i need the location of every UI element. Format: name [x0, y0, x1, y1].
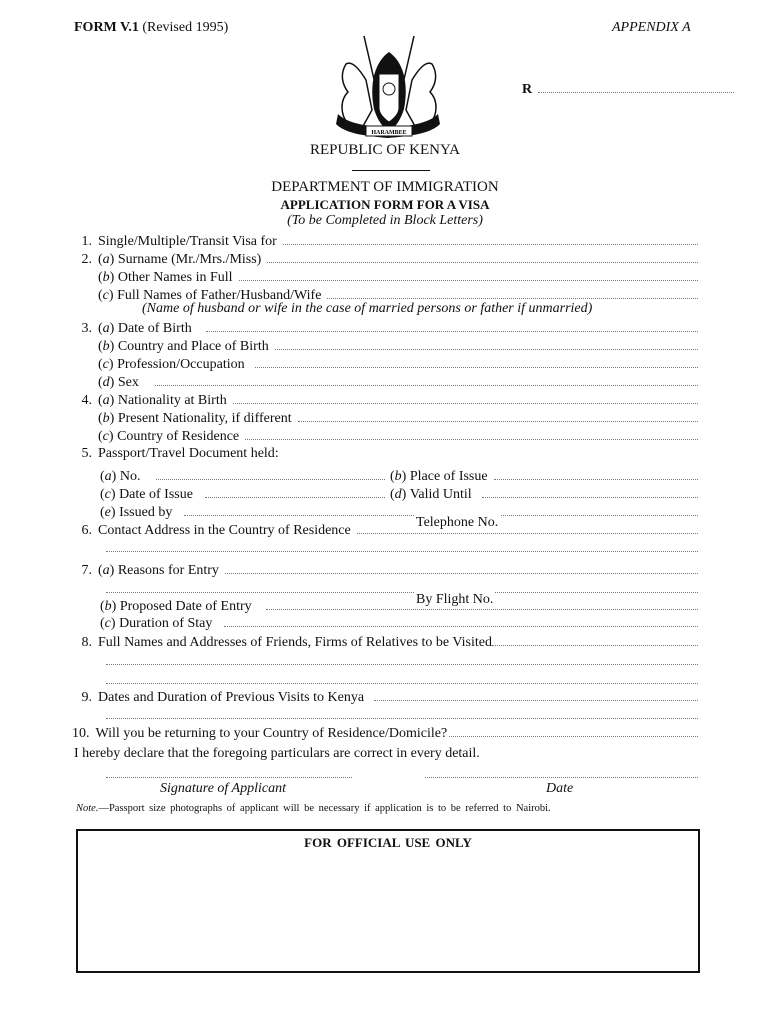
- form-title: APPLICATION FORM FOR A VISA: [280, 197, 490, 212]
- field-label: Duration of Stay: [119, 616, 213, 631]
- dotted-line: [374, 688, 698, 701]
- note-text: Note.—Passport size photographs of applicant will be necessary if application is to be referred to Nairobi.: [76, 803, 551, 814]
- field-passport-number[interactable]: ( a ) No.: [100, 467, 385, 485]
- field-note: (Name of husband or wife in the case of married persons or father if unmarried): [142, 301, 593, 316]
- field-label: Issued by: [119, 505, 173, 520]
- appendix-label: APPENDIX A: [612, 20, 691, 35]
- field-occupation[interactable]: ( c ) Profession/Occupation: [98, 355, 698, 373]
- field-label: Surname (Mr./Mrs./Miss): [117, 252, 262, 267]
- friends-line-3[interactable]: [106, 683, 698, 684]
- field-country-of-residence[interactable]: ( c ) Country of Residence: [98, 427, 698, 445]
- signature-field[interactable]: [106, 777, 352, 778]
- republic-title: REPUBLIC OF KENYA: [309, 142, 460, 158]
- field-surname[interactable]: 2. ( a ) Surname (Mr./Mrs./Miss): [72, 250, 698, 268]
- field-father-husband-wife[interactable]: ( c ) Full Names of Father/Husband/Wife: [98, 286, 698, 304]
- item-number: 9.: [81, 690, 92, 705]
- dotted-line: [224, 614, 698, 627]
- telephone-label: Telephone No.: [416, 515, 499, 530]
- dotted-line: [225, 561, 698, 574]
- date-label: Date: [546, 781, 574, 796]
- field-duration-of-stay[interactable]: ( c ) Duration of Stay: [100, 614, 698, 632]
- field-label: Proposed Date of Entry: [119, 599, 252, 614]
- field-nationality-at-birth[interactable]: 4. ( a ) Nationality at Birth: [72, 391, 698, 409]
- field-label: Present Nationality, if different: [117, 411, 292, 426]
- field-issued-by[interactable]: ( e ) Issued by: [100, 503, 698, 521]
- contact-address-line-2[interactable]: [106, 551, 698, 552]
- item-number: 8.: [81, 635, 92, 650]
- field-place-of-birth[interactable]: ( b ) Country and Place of Birth: [98, 337, 698, 355]
- dotted-line: [255, 355, 698, 368]
- dotted-line: [206, 319, 698, 332]
- item-number: 1.: [81, 234, 92, 249]
- item-number: 7.: [81, 563, 92, 578]
- field-label: Full Names and Addresses of Friends, Firms of Relatives to be Visited: [98, 635, 492, 650]
- form-code: FORM V.1 (Revised 1995): [74, 20, 229, 35]
- dotted-line: [275, 337, 698, 350]
- field-label: Reasons for Entry: [117, 563, 219, 578]
- field-valid-until[interactable]: ( d ) Valid Until: [390, 485, 698, 503]
- date-field[interactable]: [425, 777, 698, 778]
- flight-number-label: By Flight No.: [416, 592, 494, 607]
- passport-section-heading: 5. Passport/Travel Document held:: [81, 446, 279, 461]
- dotted-line: [482, 485, 698, 498]
- field-previous-visits[interactable]: [72, 688, 698, 706]
- department-title: DEPARTMENT OF IMMIGRATION: [271, 179, 499, 195]
- title-divider: [352, 170, 430, 171]
- dotted-line: [239, 268, 698, 281]
- item-number: 3.: [81, 321, 92, 336]
- field-date-of-issue[interactable]: ( c ) Date of Issue: [100, 485, 385, 503]
- kenya-coat-of-arms-emblem: [334, 34, 444, 142]
- reference-dotted-line: [538, 80, 734, 93]
- official-use-title: FOR OFFICIAL USE ONLY: [304, 835, 472, 850]
- reference-number-field[interactable]: [522, 80, 734, 98]
- field-date-of-birth[interactable]: 3. ( a ) Date of Birth: [72, 319, 698, 337]
- dotted-line: [267, 250, 698, 263]
- field-label: Dates and Duration of Previous Visits to Kenya: [98, 690, 365, 705]
- field-reasons-for-entry[interactable]: 7. ( a ) Reasons for Entry: [72, 561, 698, 579]
- item-number: 4.: [81, 393, 92, 408]
- dotted-line: [298, 409, 698, 422]
- friends-line-2[interactable]: [106, 664, 698, 665]
- dotted-line: [327, 286, 698, 299]
- field-sex[interactable]: ( d ) Sex: [98, 373, 698, 391]
- declaration-text: I hereby declare that the foregoing particulars are correct in every detail.: [74, 746, 480, 761]
- field-present-nationality[interactable]: ( b ) Present Nationality, if different: [98, 409, 698, 427]
- reasons-line-2[interactable]: [106, 592, 698, 593]
- dotted-line: [155, 373, 698, 386]
- field-label: No.: [119, 469, 141, 484]
- svg-text:HARAMBEE: HARAMBEE: [371, 130, 407, 136]
- field-friends-relatives[interactable]: [72, 633, 698, 651]
- field-label: Place of Issue: [409, 469, 488, 484]
- field-label: Single/Multiple/Transit Visa for: [98, 234, 277, 249]
- signature-label: Signature of Applicant: [160, 781, 286, 796]
- item-number: 10.: [72, 726, 90, 741]
- field-returning[interactable]: [72, 724, 698, 742]
- field-label: Will you be returning to your Country of Residence/Domicile?: [95, 726, 448, 741]
- field-other-names[interactable]: ( b ) Other Names in Full: [98, 268, 698, 286]
- item-number: 2.: [81, 252, 92, 267]
- field-label: Country of Residence: [117, 429, 240, 444]
- field-label: Nationality at Birth: [117, 393, 227, 408]
- field-label: Full Names of Father/Husband/Wife: [117, 288, 322, 303]
- dotted-line: [357, 521, 698, 534]
- dotted-line: [283, 232, 698, 245]
- dotted-line: [205, 485, 385, 498]
- official-use-box: [76, 829, 700, 973]
- field-label: Sex: [117, 375, 139, 390]
- field-contact-address[interactable]: [72, 521, 698, 539]
- form-instruction: (To be Completed in Block Letters): [287, 213, 483, 228]
- field-place-of-issue[interactable]: ( b ) Place of Issue: [390, 467, 698, 485]
- dotted-line: [492, 633, 698, 646]
- dotted-line: [494, 467, 698, 480]
- field-label: Country and Place of Birth: [117, 339, 269, 354]
- dotted-line: [156, 467, 385, 480]
- field-proposed-date-of-entry[interactable]: ( b ) Proposed Date of Entry: [100, 597, 698, 615]
- field-label: Valid Until: [409, 487, 472, 502]
- field-label: Other Names in Full: [117, 270, 233, 285]
- reference-label: R: [522, 82, 533, 97]
- field-label: Contact Address in the Country of Residence: [98, 523, 351, 538]
- item-number: 6.: [81, 523, 92, 538]
- field-label: Profession/Occupation: [117, 357, 245, 372]
- field-visa-type[interactable]: [72, 232, 698, 250]
- dotted-line: [233, 391, 698, 404]
- dotted-line: [449, 724, 698, 737]
- field-label: Date of Birth: [117, 321, 192, 336]
- dotted-line: [245, 427, 698, 440]
- previous-visits-line-2[interactable]: [106, 718, 698, 719]
- field-label: Date of Issue: [119, 487, 193, 502]
